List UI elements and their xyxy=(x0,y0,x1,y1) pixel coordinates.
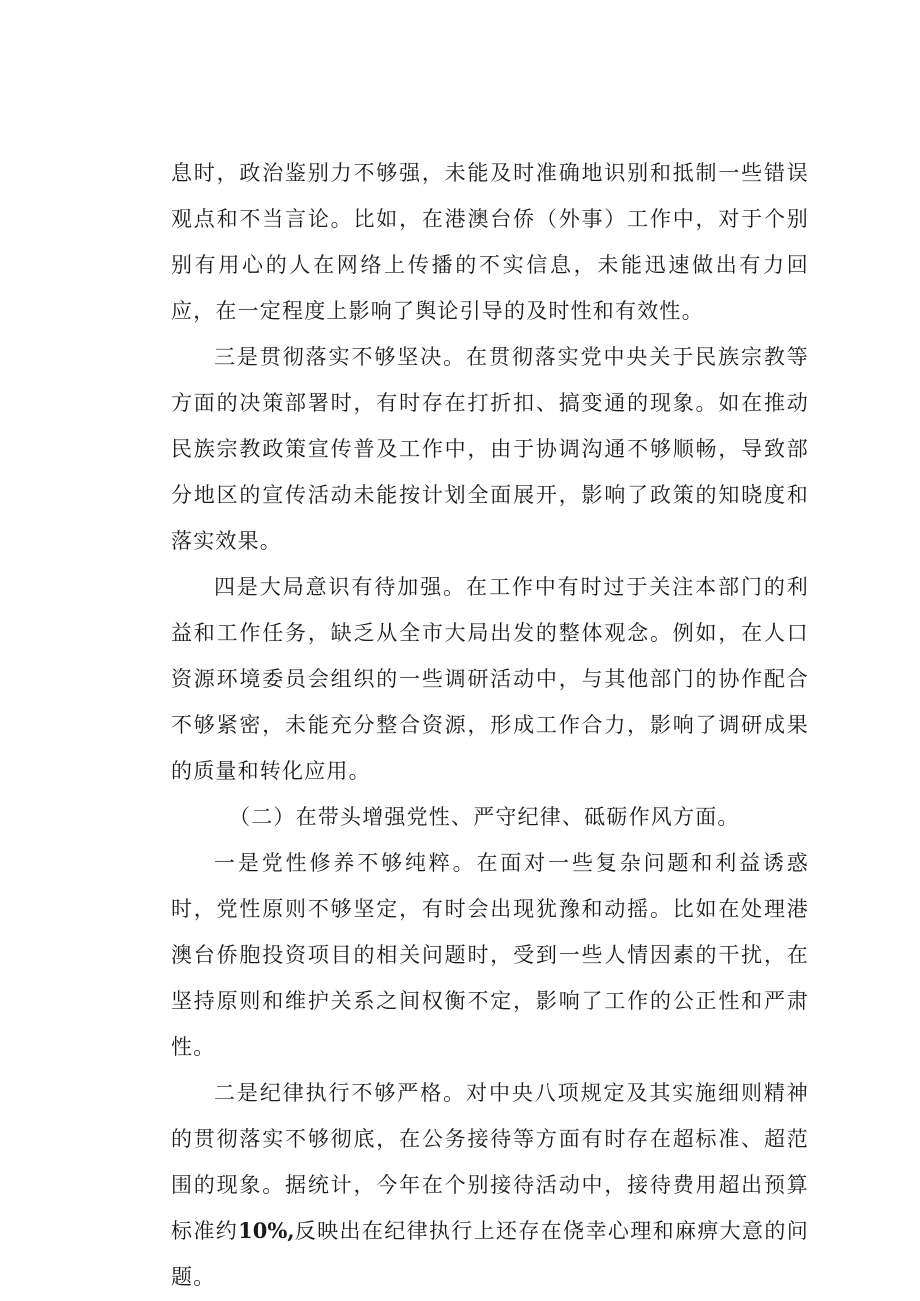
paragraph-point-two-text-before: 二是纪律执行不够严格。对中央八项规定及其实施细则精神的贯彻落实不够彻底，在公务接待等方面有时存在超标准、超范围的现象。据统计，今年在个别接待活动中，接待费用超出预算标准约 xyxy=(171,1081,809,1243)
paragraph-point-three: 三是贯彻落实不够坚决。在贯彻落实党中央关于民族宗教等方面的决策部署时，有时存在打折扣、搞变通的现象。如在推动民族宗教政策宣传普及工作中，由于协调沟通不够顺畅，导致部分地区的宣传活动未能按计划全面展开，影响了政策的知晓度和落实效果。 xyxy=(171,345,809,553)
paragraph-point-four: 四是大局意识有待加强。在工作中有时过于关注本部门的利益和工作任务，缺乏从全市大局出发的整体观念。例如，在人口资源环境委员会组织的一些调研活动中，与其他部门的协作配合不够紧密，未能充分整合资源，形成工作合力，影响了调研成果的质量和转化应用。 xyxy=(171,575,809,783)
paragraph-point-one: 一是党性修养不够纯粹。在面对一些复杂问题和利益诱惑时，党性原则不够坚定，有时会出现犹豫和动摇。比如在处理港澳台侨胞投资项目的相关问题时，受到一些人情因素的干扰，在坚持原则和维护关系之间权衡不定，影响了工作的公正性和严肃性。 xyxy=(171,851,809,1059)
statistic-figure: 10%, xyxy=(238,1218,295,1243)
paragraph-point-two xyxy=(171,1070,809,1300)
document-body xyxy=(171,150,809,1300)
section-heading: （二）在带头增强党性、严守纪律、砥砺作风方面。 xyxy=(229,805,740,829)
paragraph-continuation: 息时，政治鉴别力不够强，未能及时准确地识别和抵制一些错误观点和不当言论。比如，在港澳台侨（外事）工作中，对于个别别有用心的人在网络上传播的不实信息，未能迅速做出有力回应，在一定程度上影响了舆论引导的及时性和有效性。 xyxy=(171,161,809,323)
paragraph-point-two-text-after: 反映出在纪律执行上还存在侥幸心理和麻痹大意的问题。 xyxy=(171,1219,809,1289)
